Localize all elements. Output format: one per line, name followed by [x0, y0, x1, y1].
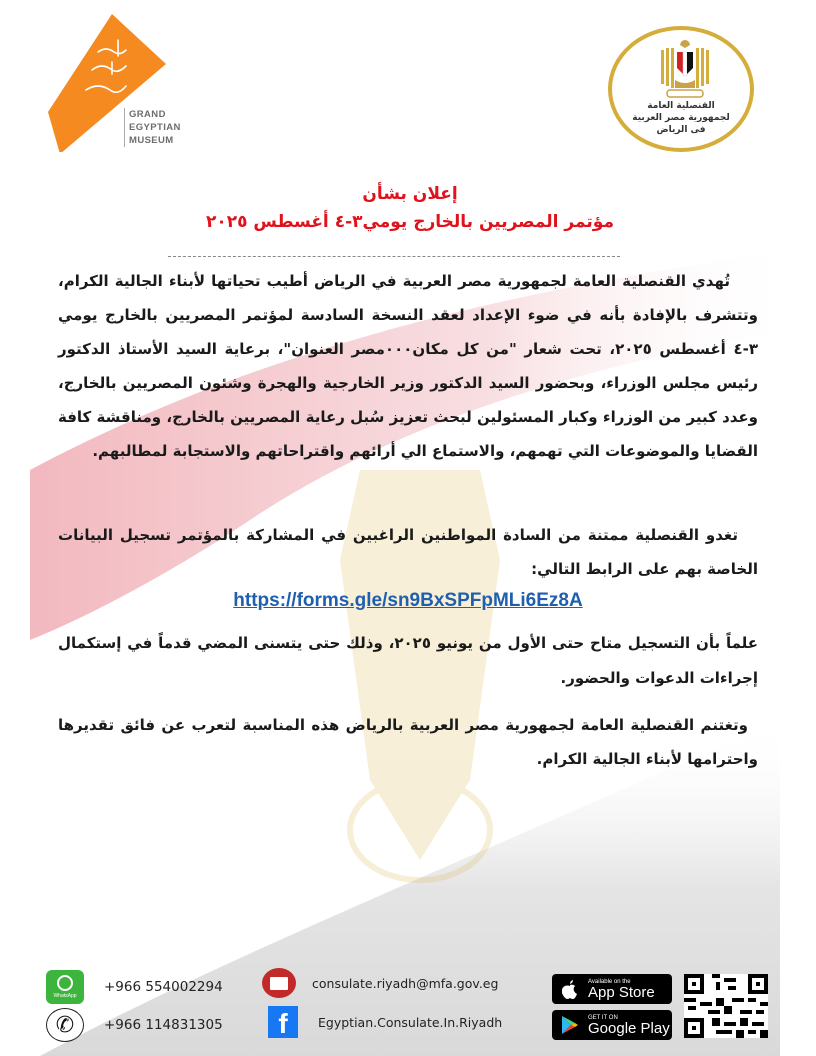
announcement-heading: [150, 180, 670, 236]
title-divider: [168, 256, 620, 257]
whatsapp-number: +966 554002294: [104, 979, 223, 995]
museum-name: [124, 108, 181, 147]
mail-icon: [262, 968, 296, 998]
facebook-icon: f: [268, 1006, 298, 1038]
google-play-big-text: Google Play: [588, 1019, 670, 1037]
museum-name-line: GRAND: [129, 109, 166, 120]
google-play-icon: [560, 1015, 580, 1035]
apple-icon: [560, 979, 580, 999]
phone-contact[interactable]: [46, 1008, 223, 1042]
announcement-subtitle: مؤتمر المصريين بالخارج يومي٣-٤ أغسطس ٢٠٢٥: [206, 212, 614, 232]
email-address: consulate.riyadh@mfa.gov.eg: [312, 975, 499, 991]
museum-name-line: EGYPTIAN: [129, 122, 181, 133]
body-paragraph-2: تغدو القنصلية ممتنة من السادة المواطنين الراغبين في المشاركة بالمؤتمر تسجيل البيانات الخاصة بهم على الرابط التالي:: [58, 526, 758, 578]
app-store-small-text: Available on the: [588, 978, 631, 985]
google-play-badge[interactable]: [552, 1010, 672, 1040]
eagle-emblem-icon: [657, 36, 713, 100]
body-paragraph-1: تُهدي القنصلية العامة لجمهورية مصر العربية في الرياض أطيب تحياتها لأبناء الجالية الكرام، وتتشرف بالإفادة بأنه في ضوء الإعداد لعقد النسخة السادسة لمؤتمر المصريين بالخارج يومي ٣-٤ أغسطس ٢٠٢٥، تحت شعار "من كل مكان٠٠٠مصر العنوان"، برعاية السيد الأستاذ الدكتور رئيس مجلس الوزراء، وبحضور السيد الدكتور وزير الخارجية والهجرة وشئون المصريين بالخارج، وعدد كبير من الوزراء وكبار المسئولين لبحث تعزيز سُبل رعاية المصريين بالخارج، ومناقشة كافة القضايا والموضوعات التي تهمهم، والاستماع الي أرائهم واقتراحاتهم والاستجابة لمطالبهم.: [58, 272, 758, 460]
contact-footer: [0, 960, 816, 1056]
announcement-title: إعلان بشأن: [362, 184, 458, 204]
seal-text-line: لجمهورية مصر العربية: [632, 113, 730, 123]
body-paragraph-3: علماً بأن التسجيل متاح حتى الأول من يونيو ٢٠٢٥، وذلك حتى يتسنى المضي قدماً في إستكمال إجراءات الدعوات والحضور.: [58, 634, 759, 687]
museum-name-line: MUSEUM: [129, 135, 174, 146]
phone-number: +966 114831305: [104, 1017, 223, 1033]
facebook-page: Egyptian.Consulate.In.Riyadh: [318, 1014, 503, 1030]
whatsapp-icon: [46, 970, 84, 1004]
body-paragraph-4: وتغتنم القنصلية العامة لجمهورية مصر العربية بالرياض هذه المناسبة لتعرب عن فائق تقديرها واحترامها لأبناء الجالية الكرام.: [58, 716, 758, 768]
phone-icon: ✆: [46, 1008, 84, 1042]
email-contact[interactable]: [262, 968, 498, 998]
facebook-contact[interactable]: [268, 1006, 502, 1038]
whatsapp-contact[interactable]: [46, 970, 223, 1004]
app-store-badge[interactable]: [552, 974, 672, 1004]
app-store-big-text: App Store: [588, 983, 655, 1001]
footer-divider: [777, 970, 778, 1046]
whatsapp-icon-label: WhatsApp: [53, 993, 77, 999]
qr-code[interactable]: [684, 974, 768, 1038]
registration-link[interactable]: https://forms.gle/sn9BxSPFpMLi6Ez8A: [233, 590, 583, 611]
seal-text-line: القنصلية العامة: [647, 101, 715, 111]
consulate-seal-logo: [608, 26, 754, 152]
seal-text-line: فى الرياض: [656, 125, 706, 135]
google-play-small-text: GET IT ON: [588, 1014, 618, 1021]
